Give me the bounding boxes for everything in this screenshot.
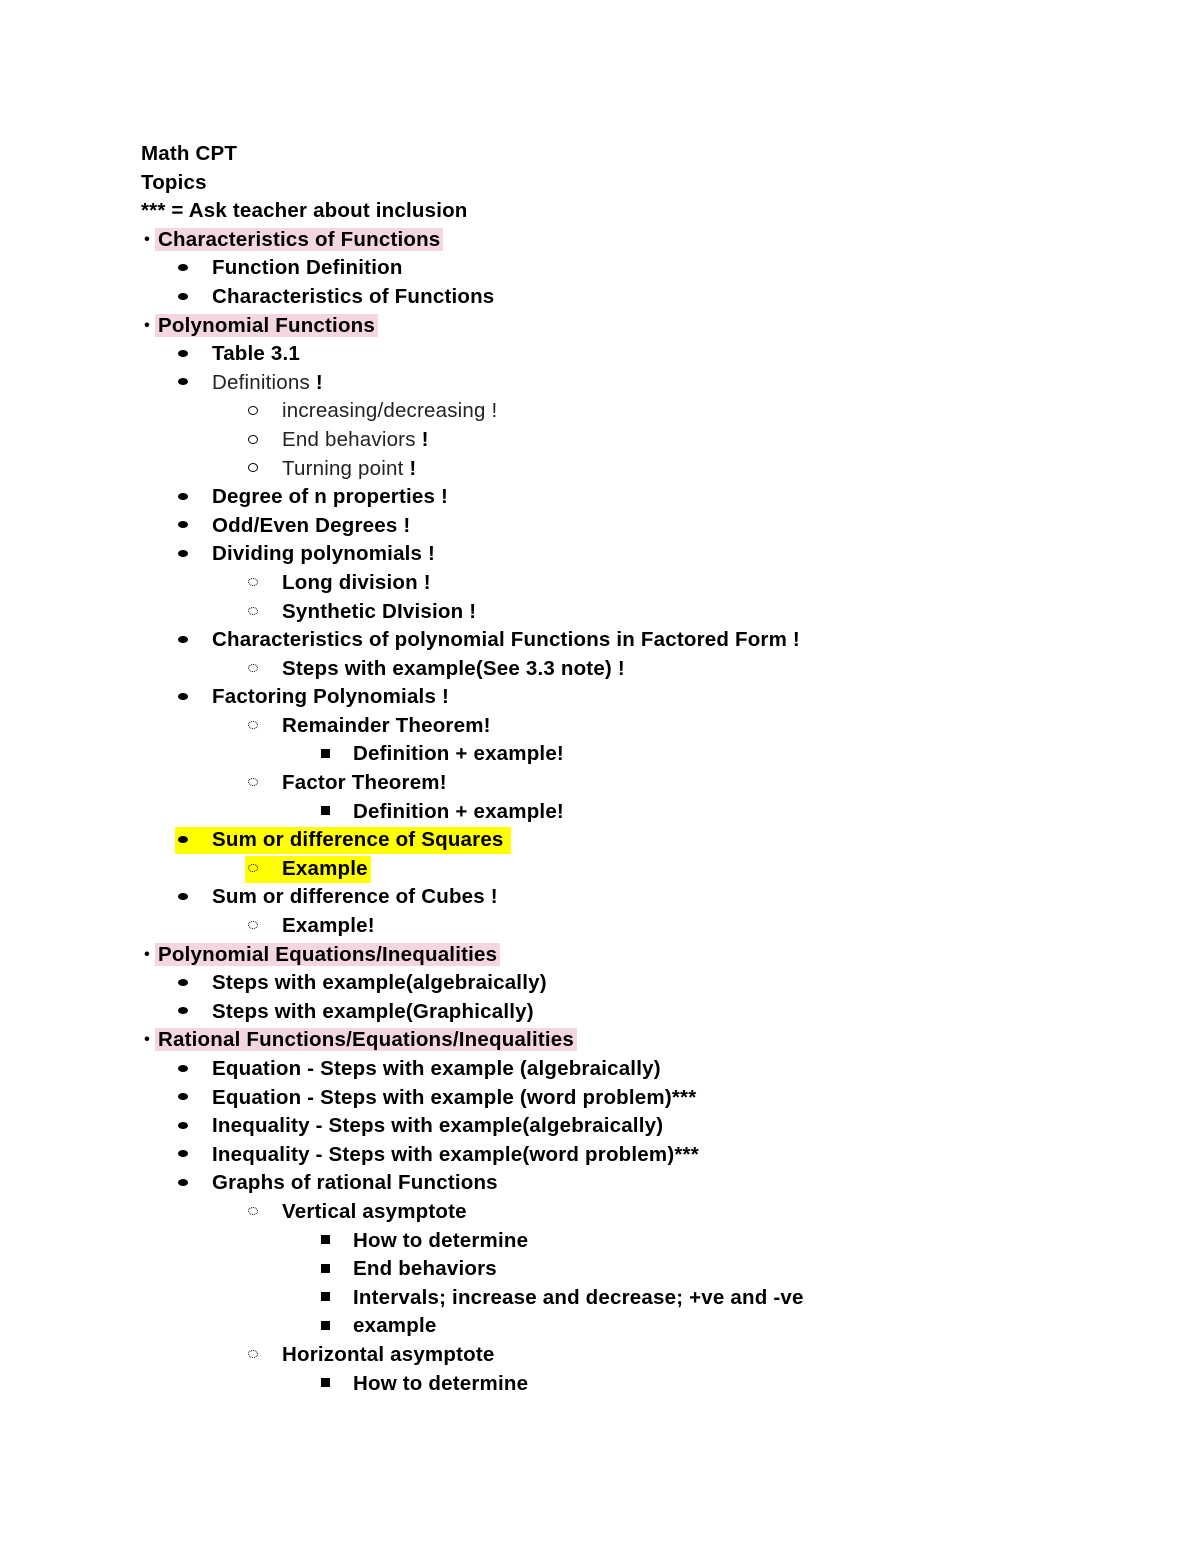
list-item-label: Sum or difference of Squares [212, 828, 504, 852]
list-item [141, 1084, 1101, 1113]
dotted-bullet-icon [245, 769, 261, 798]
list-item [141, 483, 1101, 512]
list-item [141, 512, 1101, 541]
list-item [141, 340, 1101, 369]
list-item [141, 254, 1101, 283]
bullet-icon [175, 1055, 191, 1084]
bullet-icon: • [144, 316, 150, 334]
list-item-label: Example [282, 856, 368, 880]
list-item [141, 1255, 1101, 1284]
bullet-icon [175, 1141, 191, 1170]
bullet-icon [175, 254, 191, 283]
list-item [141, 1312, 1101, 1341]
bullet-icon [175, 626, 191, 655]
list-item-label: Steps with example(algebraically) [212, 971, 547, 995]
bullet-icon [175, 1169, 191, 1198]
hollow-bullet-icon [245, 455, 261, 484]
list-item-label: Definition + example! [353, 799, 564, 823]
list-item-label: Steps with example(Graphically) [212, 999, 534, 1023]
list-item [141, 883, 1101, 912]
list-item-highlighted [141, 826, 1101, 855]
square-bullet-icon [317, 740, 333, 769]
bullet-icon [175, 369, 191, 398]
dotted-bullet-icon [245, 712, 261, 741]
square-bullet-icon [317, 1284, 333, 1313]
list-item-label: Table 3.1 [212, 342, 301, 366]
list-item [141, 1169, 1101, 1198]
list-item [141, 655, 1101, 684]
list-item [141, 712, 1101, 741]
list-item [141, 397, 1101, 426]
section-heading [141, 941, 1101, 970]
list-item-label: Synthetic DIvision ! [282, 599, 477, 623]
bullet-icon [175, 1084, 191, 1113]
square-bullet-icon [317, 1227, 333, 1256]
list-item [141, 1112, 1101, 1141]
list-item [141, 769, 1101, 798]
bullet-icon [175, 1112, 191, 1141]
list-item-label: Horizontal asymptote [282, 1342, 495, 1366]
list-item-label: Remainder Theorem! [282, 713, 491, 737]
section-heading [141, 312, 1101, 341]
dotted-bullet-icon [245, 855, 261, 884]
bullet-icon: • [144, 1031, 150, 1049]
dotted-bullet-icon [245, 569, 261, 598]
section-heading-label: Polynomial Functions [155, 314, 378, 337]
list-item-label: Turning point [282, 456, 404, 480]
document-body [141, 140, 1101, 1398]
dotted-bullet-icon [245, 1341, 261, 1370]
list-item [141, 283, 1101, 312]
dotted-bullet-icon [245, 598, 261, 627]
bullet-icon [175, 283, 191, 312]
bullet-icon [175, 998, 191, 1027]
inclusion-note: *** = Ask teacher about inclusion [141, 199, 468, 223]
list-item [141, 598, 1101, 627]
list-item [141, 369, 1101, 398]
list-item-label: How to determine [353, 1371, 529, 1395]
bullet-icon [175, 540, 191, 569]
section-heading-label: Characteristics of Functions [155, 228, 443, 251]
list-item-label: Vertical asymptote [282, 1199, 467, 1223]
bullet-icon [175, 483, 191, 512]
bullet-icon: • [144, 945, 150, 963]
bullet-icon [175, 883, 191, 912]
exclamation-mark: ! [421, 427, 429, 451]
section-heading-label: Polynomial Equations/Inequalities [155, 943, 500, 966]
list-item [141, 1227, 1101, 1256]
list-item-label: How to determine [353, 1228, 529, 1252]
hollow-bullet-icon [245, 397, 261, 426]
list-item-label: Function Definition [212, 256, 403, 280]
bullet-icon: • [144, 230, 150, 248]
list-item [141, 912, 1101, 941]
list-item [141, 569, 1101, 598]
exclamation-mark: ! [315, 370, 323, 394]
square-bullet-icon [317, 1255, 333, 1284]
list-item [141, 740, 1101, 769]
list-item-label: Graphs of rational Functions [212, 1171, 498, 1195]
list-item-highlighted [141, 855, 1101, 884]
hollow-bullet-icon [245, 426, 261, 455]
dotted-bullet-icon [245, 1198, 261, 1227]
dotted-bullet-icon [245, 912, 261, 941]
bullet-icon [175, 683, 191, 712]
list-item-label: Inequality - Steps with example(word problem)*** [212, 1142, 699, 1166]
list-item-label: Definitions [212, 370, 310, 394]
list-item-label: Odd/Even Degrees ! [212, 513, 411, 537]
list-item-label: Equation - Steps with example (algebraically) [212, 1057, 661, 1080]
list-item-label: Characteristics of Functions [212, 284, 495, 308]
list-item [141, 998, 1101, 1027]
list-item-label: Factoring Polynomials ! [212, 685, 449, 709]
list-item [141, 426, 1101, 455]
list-item [141, 1141, 1101, 1170]
section-heading-label: Rational Functions/Equations/Inequalities [155, 1028, 577, 1051]
list-item-label: Definition + example! [353, 742, 564, 766]
list-item-label: Inequality - Steps with example(algebraically) [212, 1114, 664, 1138]
bullet-icon [175, 969, 191, 998]
list-item [141, 540, 1101, 569]
list-item-label: End behaviors [353, 1257, 497, 1281]
square-bullet-icon [317, 798, 333, 827]
list-item-label: Factor Theorem! [282, 771, 447, 795]
section-heading [141, 226, 1101, 255]
list-item [141, 626, 1101, 655]
bullet-icon [175, 340, 191, 369]
list-item [141, 1341, 1101, 1370]
list-item-label: increasing/decreasing ! [282, 399, 498, 423]
list-item-label: Intervals; increase and decrease; +ve and -ve [353, 1285, 804, 1309]
list-item-label: Characteristics of polynomial Functions in Factored Form ! [212, 628, 800, 652]
square-bullet-icon [317, 1370, 333, 1399]
list-item [141, 798, 1101, 827]
list-item-label: example [353, 1314, 437, 1338]
bullet-icon [175, 826, 191, 855]
list-item [141, 969, 1101, 998]
list-item-label: Long division ! [282, 570, 431, 594]
document-subtitle: Topics [141, 170, 207, 194]
list-item [141, 683, 1101, 712]
list-item-label: Sum or difference of Cubes ! [212, 885, 498, 909]
list-item [141, 1284, 1101, 1313]
list-item-label: Steps with example(See 3.3 note) ! [282, 656, 625, 680]
list-item-label: Equation - Steps with example (word problem)*** [212, 1085, 697, 1109]
list-item [141, 1198, 1101, 1227]
list-item-label: Degree of n properties ! [212, 485, 449, 509]
list-item-label: Example! [282, 914, 375, 938]
document-title: Math CPT [141, 142, 238, 165]
exclamation-mark: ! [409, 456, 417, 480]
list-item-label: Dividing polynomials ! [212, 542, 436, 566]
bullet-icon [175, 512, 191, 541]
list-item [141, 455, 1101, 484]
section-heading [141, 1026, 1101, 1055]
list-item-label: End behaviors [282, 427, 416, 451]
list-item [141, 1370, 1101, 1399]
dotted-bullet-icon [245, 655, 261, 684]
list-item [141, 1055, 1101, 1084]
square-bullet-icon [317, 1312, 333, 1341]
